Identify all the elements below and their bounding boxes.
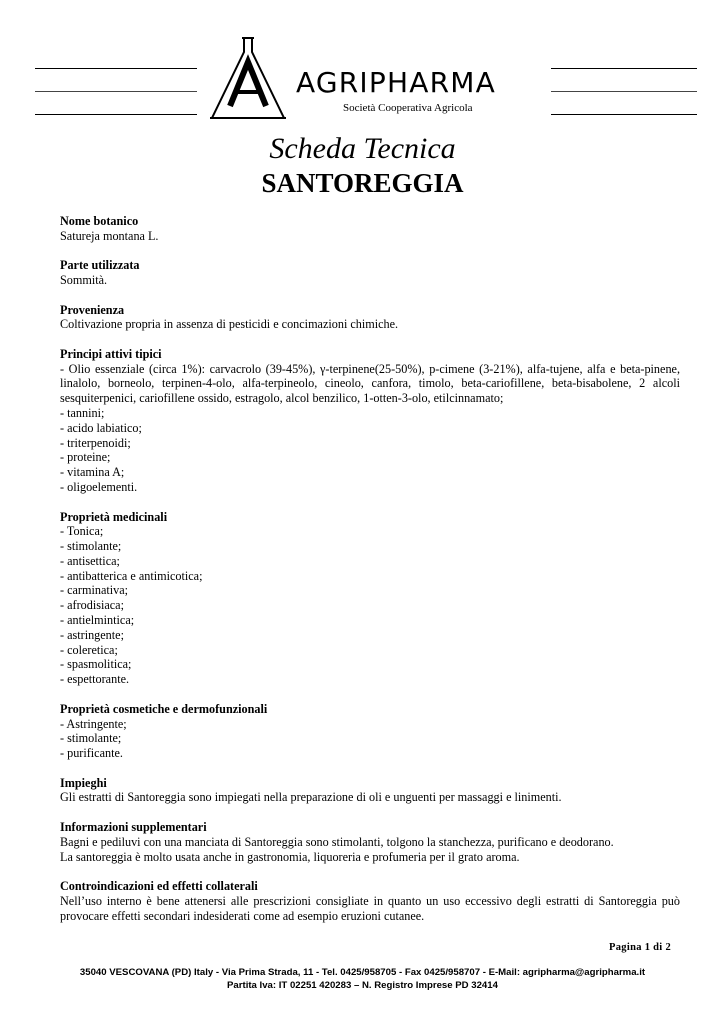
list-item: - carminativa; (60, 583, 129, 598)
document-title: SANTOREGGIA (261, 168, 464, 198)
section-botanical-name (60, 214, 680, 244)
section-medicinal-properties (60, 510, 680, 688)
section-text: Gli estratti di Santoreggia sono impiegati nella preparazione di oli e unguenti per massaggi e linimenti. (60, 790, 562, 805)
list-item: - purificante. (60, 746, 123, 761)
section-heading: Parte utilizzata (60, 258, 140, 273)
section-text: Bagni e pediluvi con una manciata di Santoreggia sono stimolanti, tolgono la stanchezza, purificano e deodorano. (60, 834, 614, 849)
list-item: - oligoelementi. (60, 480, 138, 495)
section-text: - Olio essenziale (circa 1%): carvacrolo (39-45%), γ-terpinene(25-50%), p-cimene (3-21%), alfa-tujene, alfa e beta-pinene, linalolo, borneolo, terpinen-4-olo, alfa-terpineolo, cineolo, canfora, timolo, beta-cariofillene, beta-bisabolene, 2 alcoli sesquiterpenici, cariofillene ossido, estragolo, alcol benzilico, 1-otten-3-olo, etilcinnamato; (60, 361, 680, 406)
triangle-a-logo-icon (206, 34, 290, 122)
list-item: - coleretica; (60, 642, 118, 657)
header-rule (35, 114, 197, 115)
header-rule (35, 91, 197, 92)
list-item: - vitamina A; (60, 465, 125, 480)
section-heading: Informazioni supplementari (60, 819, 207, 834)
footer (0, 966, 725, 992)
section-heading: Principi attivi tipici (60, 346, 162, 361)
section-heading: Controindicazioni ed effetti collaterali (60, 878, 258, 893)
content-body (60, 214, 680, 938)
section-uses (60, 776, 680, 806)
section-contraindications (60, 879, 680, 923)
header-rules-right (551, 68, 697, 137)
list-item: - spasmolitica; (60, 657, 132, 672)
header-rules-left (35, 68, 197, 137)
list-item: - antisettica; (60, 553, 120, 568)
header-rule (551, 114, 697, 115)
list-item: - acido labiatico; (60, 420, 142, 435)
list-item: - Astringente; (60, 716, 127, 731)
list-item: - proteine; (60, 450, 111, 465)
document-type: Scheda Tecnica (269, 132, 456, 165)
section-active-principles (60, 347, 680, 495)
header-rule (551, 68, 697, 69)
section-heading: Nome botanico (60, 214, 139, 228)
section-text: La santoreggia è molto usata anche in gastronomia, liquoreria e profumeria per il grato aroma. (60, 849, 520, 864)
list-item: - stimolante; (60, 731, 122, 746)
header-rule (35, 68, 197, 69)
section-part-used (60, 258, 680, 288)
list-item: - antibatterica e antimicotica; (60, 568, 203, 583)
section-additional-info (60, 820, 680, 864)
list-item: - espettorante. (60, 672, 130, 687)
section-text: Coltivazione propria in assenza di pesticidi e concimazioni chimiche. (60, 317, 399, 332)
list-item: - stimolante; (60, 539, 122, 554)
section-text: Satureja montana L. (60, 228, 159, 243)
section-heading: Impieghi (60, 775, 107, 790)
brand-name: AGRIPHARMA (296, 66, 496, 99)
section-text: Nell’uso interno è bene attenersi alle prescrizioni consigliate in quanto un uso eccessivo degli estratti di Santoreggia può provocare effetti secondari indesiderati come ad esempio eruzioni cutanee. (60, 893, 680, 923)
list-item: - antielmintica; (60, 613, 135, 628)
section-text: Sommità. (60, 273, 108, 288)
list-item: - astringente; (60, 627, 124, 642)
section-heading: Proprietà cosmetiche e dermofunzionali (60, 701, 268, 716)
header-rule (551, 91, 697, 92)
section-heading: Provenienza (60, 302, 125, 317)
list-item: - triterpenoidi; (60, 435, 131, 450)
footer-registration: Partita Iva: IT 02251 420283 – N. Registro Imprese PD 32414 (227, 980, 498, 991)
brand-subtitle: Società Cooperativa Agricola (343, 102, 473, 114)
section-heading: Proprietà medicinali (60, 509, 168, 524)
list-item: - Tonica; (60, 524, 104, 539)
list-item: - afrodisiaca; (60, 598, 124, 613)
page-number: Pagina 1 di 2 (609, 942, 671, 953)
section-cosmetic-properties (60, 702, 680, 761)
list-item: - tannini; (60, 406, 105, 421)
footer-address: 35040 VESCOVANA (PD) Italy - Via Prima Strada, 11 - Tel. 0425/958705 - Fax 0425/958707 - E-Mail: agripharma@agripharma.it (79, 967, 646, 978)
section-origin (60, 303, 680, 333)
